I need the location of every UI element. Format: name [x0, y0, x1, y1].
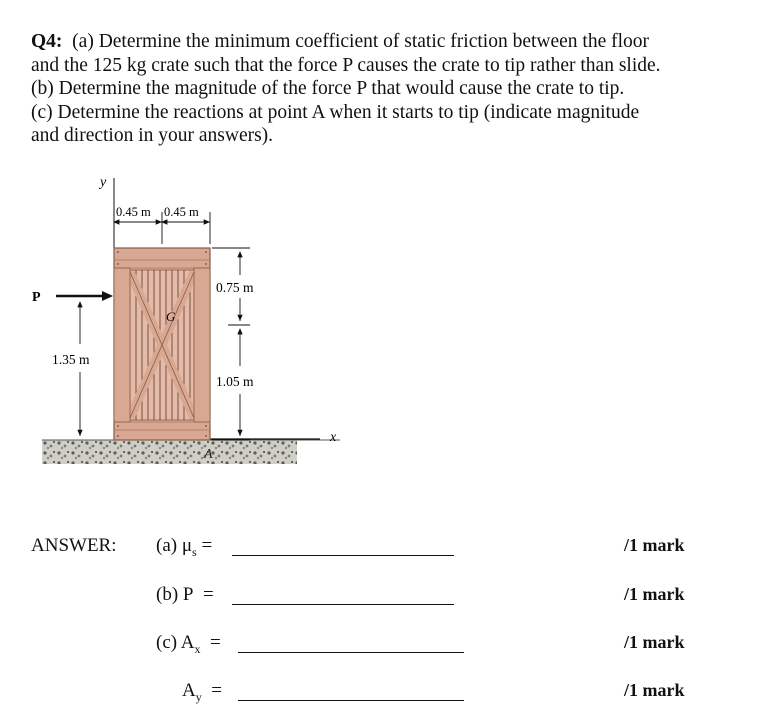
answer-a-field[interactable] [232, 555, 454, 556]
point-a-label: A [204, 447, 213, 462]
crate [114, 248, 210, 440]
dim-upper-right: 0.75 m [216, 280, 254, 295]
answer-d-label: $A_y$ = [182, 680, 222, 704]
centroid-label: G [166, 309, 176, 324]
y-axis-label: y [100, 175, 107, 190]
dim-top-right: 0.45 m [164, 205, 199, 219]
answer-b-label: (b) P = [156, 584, 214, 605]
mark-c: /1 mark [624, 632, 685, 652]
question-number: Q4: [31, 31, 63, 52]
mark-d: /1 mark [624, 680, 685, 700]
x-axis-label: x [330, 430, 337, 445]
question-line-1: Q4: (a) Determine the minimum coefficient of static friction between the floor [31, 31, 650, 52]
dim-lower-right: 1.05 m [216, 374, 254, 389]
question-line-4: (c) Determine the reactions at point A when it starts to tip (indicate magnitude [31, 101, 640, 123]
answer-c-field[interactable] [238, 652, 464, 653]
mark-a: /1 mark [624, 535, 685, 555]
question-line-3: (b) Determine the magnitude of the force P that would cause the crate to tip. [31, 78, 625, 99]
dim-top-left: 0.45 m [116, 205, 151, 219]
answer-c-label: (c) $A_x$ = [156, 632, 221, 656]
mark-b: /1 mark [624, 584, 685, 604]
question-line-2: and the 125 kg crate such that the force P causes the crate to tip rather than slide. [31, 54, 661, 76]
answer-d-field[interactable] [238, 700, 464, 701]
question-line-5: and direction in your answers). [31, 125, 274, 146]
answer-b-field[interactable] [232, 604, 454, 605]
answer-a-label: (a) $\mu_s$ = [156, 535, 213, 559]
dim-left: 1.35 m [52, 352, 90, 367]
ground [42, 440, 297, 464]
force-label: P [32, 290, 41, 305]
answer-heading: ANSWER: [31, 535, 117, 556]
force-arrowhead [102, 291, 113, 301]
